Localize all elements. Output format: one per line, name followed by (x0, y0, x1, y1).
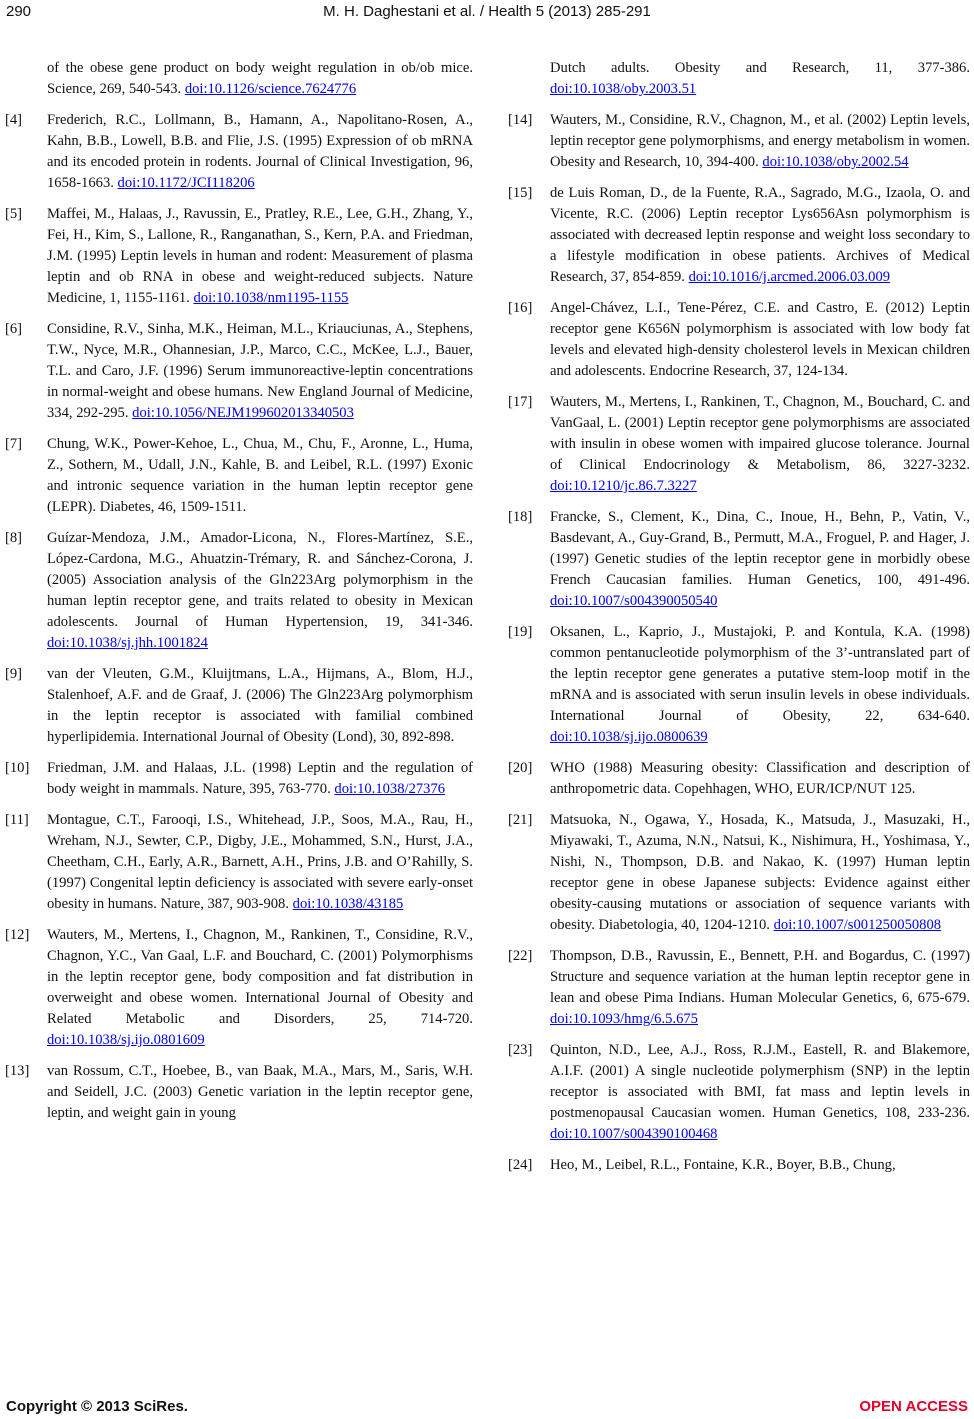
reference-number: [17] (508, 394, 533, 410)
reference-number: [4] (5, 112, 23, 128)
reference-text: Heo, M., Leibel, R.L., Fontaine, K.R., Boyer, B.B., Chung, (550, 1157, 896, 1173)
reference-entry (508, 298, 970, 382)
doi-link[interactable]: doi:10.1126/science.7624776 (184, 81, 357, 97)
reference-number: [16] (508, 300, 533, 316)
reference-number: [20] (508, 760, 533, 776)
reference-number: [14] (508, 112, 533, 128)
reference-text: Francke, S., Clement, K., Dina, C., Inoue, H., Behn, P., Vatin, V., Basdevant, A., Guy-Grand, B., Permutt, M.A., Froguel, P. and Hager, J. (1997) Genetic studies of the leptin receptor gene in morbidly obese French Caucasian families. Human Genetics, 100, 491-496. (550, 509, 970, 588)
running-head: M. H. Daghestani et al. / Health 5 (2013) 285-291 (323, 3, 651, 20)
reference-text: van Rossum, C.T., Hoebee, B., van Baak, M.A., Mars, M., Saris, W.H. and Seidell, J.C. (2003) Genetic variation in the leptin receptor gene, leptin, and weight gain in young (47, 1063, 473, 1121)
reference-number: [19] (508, 624, 533, 640)
reference-number: [21] (508, 812, 533, 828)
reference-number: [24] (508, 1157, 533, 1173)
reference-number: [5] (5, 206, 23, 222)
reference-number: [13] (5, 1063, 30, 1079)
reference-number: [23] (508, 1042, 533, 1058)
doi-link[interactable]: doi:10.1038/oby.2003.51 (550, 81, 697, 97)
reference-entry (508, 810, 970, 936)
reference-text: Frederich, R.C., Lollmann, B., Hamann, A., Napolitano-Rosen, A., Kahn, B.B., Lowell, B.B. and Flie, J.S. (1995) Expression of ob mRNA and its encoded protein in rodents. Journal of Clinical Investigation, 96, 1658-1663. (47, 112, 473, 191)
page-footer (0, 1398, 974, 1418)
reference-text: Guízar-Mendoza, J.M., Amador-Licona, N., Flores-Martínez, S.E., López-Cardona, M.G., Ahuatzin-Trémary, R. and Sánchez-Corona, J. (2005) Association analysis of the Gln223Arg polymorphism in the human leptin receptor gene, and traits related to obesity in Mexican adolescents. Journal of Human Hypertension, 19, 341-346. (47, 530, 473, 630)
reference-number: [8] (5, 530, 23, 546)
reference-entry (508, 110, 970, 173)
left-column (5, 58, 473, 1134)
reference-entry (5, 758, 473, 800)
reference-entry (5, 434, 473, 518)
reference-number: [9] (5, 666, 23, 682)
reference-entry (508, 1155, 970, 1176)
reference-text: Angel-Chávez, L.I., Tene-Pérez, C.E. and Castro, E. (2012) Leptin receptor gene K656N polymorphism is associated with low body fat levels and elevated high-density cholesterol levels in Mexican children and adolescents. Endocrine Research, 37, 124-134. (550, 300, 970, 379)
reference-entry (5, 528, 473, 654)
right-column (508, 58, 970, 1186)
reference-number: [10] (5, 760, 30, 776)
reference-number: [6] (5, 321, 23, 337)
doi-link[interactable]: doi:10.1172/JCI118206 (117, 175, 255, 191)
reference-text: Oksanen, L., Kaprio, J., Mustajoki, P. and Kontula, K.A. (1998) common pentanucleotide polymorphism of the 3’-untranslated part of the leptin receptor gene generates a putative stem-loop motif in the mRNA and is associated with serun insulin levels in obese individuals. International Journal of Obesity, 22, 634-640. (550, 624, 970, 724)
doi-link[interactable]: doi:10.1007/s001250050808 (773, 917, 942, 933)
page-header (0, 3, 974, 25)
reference-entry (508, 183, 970, 288)
reference-text: Considine, R.V., Sinha, M.K., Heiman, M.L., Kriauciunas, A., Stephens, T.W., Nyce, M.R., Ohannesian, J.P., Marco, C.C., McKee, L.J., Bauer, T.L. and Caro, J.F. (1996) Serum immunoreactive-leptin concentrations in normal-weight and obese humans. New England Journal of Medicine, 334, 292-295. (47, 321, 473, 421)
doi-link[interactable]: doi:10.1056/NEJM199602013340503 (132, 405, 354, 421)
doi-link[interactable]: doi:10.1038/sj.jhh.1001824 (47, 635, 208, 651)
doi-link[interactable]: doi:10.1210/jc.86.7.3227 (550, 478, 697, 494)
open-access-label: OPEN ACCESS (859, 1398, 968, 1415)
reference-entry (5, 110, 473, 194)
reference-entry (508, 946, 970, 1030)
reference-text: Wauters, M., Mertens, I., Rankinen, T., Chagnon, M., Bouchard, C. and VanGaal, L. (2001) Leptin receptor gene polymorphisms are associated with insulin in obese women with impaired glucose tolerance. Journal of Clinical Endocrinology & Metabolism, 86, 3227-3232. (550, 394, 970, 473)
reference-entry (508, 758, 970, 800)
reference-text: Wauters, M., Considine, R.V., Chagnon, M., et al. (2002) Leptin levels, leptin receptor gene polymorphisms, and energy metabolism in women. Obesity and Research, 10, 394-400. (550, 112, 970, 170)
reference-entry (508, 58, 970, 100)
reference-text: WHO (1988) Measuring obesity: Classification and description of anthropometric data. Copehhagen, WHO, EUR/ICP/NUT 125. (550, 760, 970, 797)
reference-text: Friedman, J.M. and Halaas, J.L. (1998) Leptin and the regulation of body weight in mammals. Nature, 395, 763-770. (47, 760, 473, 797)
reference-entry (5, 1061, 473, 1124)
reference-number: [12] (5, 927, 30, 943)
reference-entry (508, 622, 970, 748)
reference-entry (5, 204, 473, 309)
doi-link[interactable]: doi:10.1007/s004390100468 (550, 1126, 718, 1142)
reference-number: [15] (508, 185, 533, 201)
doi-link[interactable]: doi:10.1093/hmg/6.5.675 (550, 1011, 698, 1027)
reference-entry (508, 392, 970, 497)
doi-link[interactable]: doi:10.1038/oby.2002.54 (762, 154, 909, 170)
reference-number: [18] (508, 509, 533, 525)
reference-entry (508, 1040, 970, 1145)
reference-text: Chung, W.K., Power-Kehoe, L., Chua, M., Chu, F., Aronne, L., Huma, Z., Sothern, M., Udall, J.N., Kahle, B. and Leibel, R.L. (1997) Exonic and intronic sequence variation in the human leptin receptor gene (LEPR). Diabetes, 46, 1509-1511. (47, 436, 473, 515)
reference-number: [7] (5, 436, 23, 452)
copyright-notice: Copyright © 2013 SciRes. (6, 1398, 188, 1415)
doi-link[interactable]: doi:10.1038/43185 (292, 896, 404, 912)
reference-text: Dutch adults. Obesity and Research, 11, 377-386. (550, 60, 970, 76)
reference-text: de Luis Roman, D., de la Fuente, R.A., Sagrado, M.G., Izaola, O. and Vicente, R.C. (2006) Leptin receptor Lys656Asn polymorphism is associated with decreased leptin response and weight loss secondary to a lifestyle modification in obese patients. Archives of Medical Research, 37, 854-859. (550, 185, 970, 285)
reference-entry (5, 810, 473, 915)
reference-entry (5, 58, 473, 100)
reference-number: [22] (508, 948, 533, 964)
doi-link[interactable]: doi:10.1038/sj.ijo.0800639 (550, 729, 708, 745)
reference-text: Maffei, M., Halaas, J., Ravussin, E., Pratley, R.E., Lee, G.H., Zhang, Y., Fei, H., Kim, S., Lallone, R., Ranganathan, S., Kern, P.A. and Friedman, J.M. (1995) Leptin levels in human and rodent: Measurement of plasma leptin and ob RNA in obese and weight-reduced subjects. Nature Medicine, 1, 1155-1161. (47, 206, 473, 306)
reference-entry (5, 664, 473, 748)
reference-text: Quinton, N.D., Lee, A.J., Ross, R.J.M., Eastell, R. and Blakemore, A.I.F. (2001) A single nucleotide polymerphism (SNP) in the leptin receptor is associated with BMI, fat mass and leptin levels in postmenopausal Caucasian women. Human Genetics, 108, 233-236. (550, 1042, 970, 1121)
reference-text: Matsuoka, N., Ogawa, Y., Hosada, K., Matsuda, J., Masuzaki, H., Miyawaki, T., Azuma, N.N., Natsui, K., Nishimura, H., Yoshimasa, Y., Nishi, N., Thompson, D.B. and Nakao, K. (1997) Human leptin receptor gene in obese Japanese subjects: Evidence against either obesity-causing mutations or association of sequence variants with obesity. Diabetologia, 40, 1204-1210. (550, 812, 970, 933)
reference-text: Montague, C.T., Farooqi, I.S., Whitehead, J.P., Soos, M.A., Rau, H., Wreham, N.J., Sewter, C.P., Digby, J.E., Mohammed, S.N., Hurst, J.A., Cheetham, C.H., Early, A.R., Barnett, A.H., Prins, J.B. and O’Rahilly, S. (1997) Congenital leptin deficiency is associated with severe early-onset obesity in humans. Nature, 387, 903-908. (47, 812, 473, 912)
reference-text: Thompson, D.B., Ravussin, E., Bennett, P.H. and Bogardus, C. (1997) Structure and sequence variation at the human leptin receptor gene in lean and obese Pima Indians. Human Molecular Genetics, 6, 675-679. (550, 948, 970, 1006)
doi-link[interactable]: doi:10.1016/j.arcmed.2006.03.009 (688, 269, 891, 285)
reference-number: [11] (5, 812, 29, 828)
doi-link[interactable]: doi:10.1038/nm1195-1155 (193, 290, 349, 306)
reference-entry (508, 507, 970, 612)
reference-text: van der Vleuten, G.M., Kluijtmans, L.A., Hijmans, A., Blom, H.J., Stalenhoef, A.F. and de Graaf, J. (2006) The Gln223Arg polymorphism in the leptin receptor is associated with familial combined hyperlipidemia. International Journal of Obesity (Lond), 30, 892-898. (47, 666, 473, 745)
doi-link[interactable]: doi:10.1038/sj.ijo.0801609 (47, 1032, 205, 1048)
doi-link[interactable]: doi:10.1007/s004390050540 (550, 593, 718, 609)
reference-entry (5, 925, 473, 1051)
reference-text: Wauters, M., Mertens, I., Chagnon, M., Rankinen, T., Considine, R.V., Chagnon, Y.C., Van Gaal, L.F. and Bouchard, C. (2001) Polymorphisms in the leptin receptor gene, body composition and fat distribution in overweight and obese women. International Journal of Obesity and Related Metabolic and Disorders, 25, 714-720. (47, 927, 473, 1027)
reference-entry (5, 319, 473, 424)
reference-text: of the obese gene product on body weight regulation in ob/ob mice. Science, 269, 540-543. (47, 60, 473, 97)
page-number: 290 (6, 3, 32, 20)
doi-link[interactable]: doi:10.1038/27376 (334, 781, 446, 797)
